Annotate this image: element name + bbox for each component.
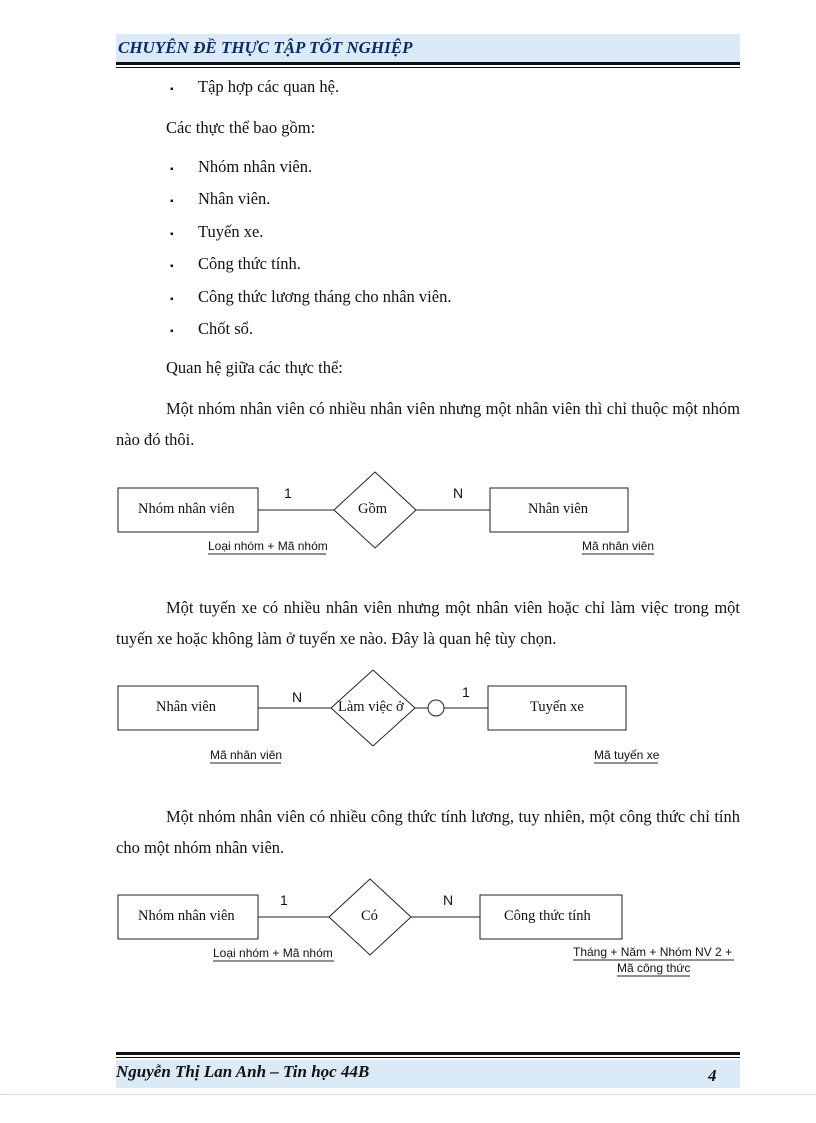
key-left: Loại nhóm + Mã nhóm [213, 946, 333, 960]
cardinality-right: N [443, 892, 454, 908]
paragraph-2: Một tuyến xe có nhiều nhân viên nhưng một nhân viên hoặc chỉ làm việc trong một tuyến xe hoặc không làm ở tuyến xe nào. Đây là quan hệ tùy chọn. [116, 598, 740, 648]
document-title: CHUYÊN ĐỀ THỰC TẬP TỐT NGHIỆP [118, 38, 413, 57]
relations-heading: Quan hệ giữa các thực thể: [166, 358, 343, 377]
paragraph-1: Một nhóm nhân viên có nhiều nhân viên nhưng một nhân viên thì chỉ thuộc một nhóm nào đó thôi. [116, 399, 740, 449]
relation-gom: Gồm [358, 501, 387, 517]
bullet-marker: ▪ [170, 164, 174, 175]
list-item: Nhóm nhân viên. [198, 157, 313, 176]
list-item: Công thức lương tháng cho nhân viên. [198, 287, 452, 306]
cardinality-left: 1 [280, 892, 288, 908]
header-rule-thin [116, 67, 740, 68]
bullet-marker: ▪ [170, 84, 174, 95]
page-edge [0, 1094, 816, 1096]
bullet-marker: ▪ [170, 294, 174, 305]
bullet-marker: ▪ [170, 229, 174, 240]
cardinality-left: 1 [284, 485, 292, 501]
relation-co: Có [361, 908, 378, 924]
bullet-marker: ▪ [170, 261, 174, 272]
list-item: Nhân viên. [198, 189, 271, 208]
footer-author: Nguyễn Thị Lan Anh – Tin học 44B [116, 1062, 370, 1081]
footer-rule [116, 1052, 740, 1055]
key-right: Mã tuyến xe [594, 748, 660, 762]
entity-nhan-vien: Nhân viên [156, 699, 216, 715]
entity-nhan-vien: Nhân viên [528, 501, 588, 517]
header-band [116, 34, 740, 62]
entity-nhom-nhan-vien: Nhóm nhân viên [138, 908, 235, 924]
page-number: 4 [708, 1066, 717, 1085]
entity-cong-thuc-tinh: Công thức tính [504, 908, 591, 924]
cardinality-right: 1 [462, 684, 470, 700]
key-left: Loại nhóm + Mã nhóm [208, 539, 328, 553]
footer-rule-thin [116, 1057, 740, 1058]
entity-nhom-nhan-vien: Nhóm nhân viên [138, 501, 235, 517]
key-right-line-2: Mã công thức [617, 961, 691, 975]
optional-circle [428, 700, 444, 716]
bullet-marker: ▪ [170, 196, 174, 207]
list-item: Tuyến xe. [198, 222, 264, 241]
relation-lam-viec-o: Làm việc ở [338, 699, 404, 715]
key-left: Mã nhân viên [210, 748, 283, 762]
list-item: Chốt sổ. [198, 319, 254, 338]
list-item: Công thức tính. [198, 254, 301, 273]
intro-bullet: Tập hợp các quan hệ. [198, 77, 340, 96]
cardinality-left: N [292, 689, 303, 705]
cardinality-right: N [453, 485, 464, 501]
bullet-marker: ▪ [170, 326, 174, 337]
header-rule [116, 62, 740, 65]
entities-heading: Các thực thể bao gồm: [166, 118, 316, 137]
entity-tuyen-xe: Tuyến xe [530, 699, 584, 715]
key-right-line-1: Tháng + Năm + Nhóm NV 2 + [573, 945, 733, 959]
key-right: Mã nhân viên [582, 539, 655, 553]
paragraph-3: Một nhóm nhân viên có nhiều công thức tính lương, tuy nhiên, một công thức chỉ tính cho một nhóm nhân viên. [116, 807, 740, 857]
